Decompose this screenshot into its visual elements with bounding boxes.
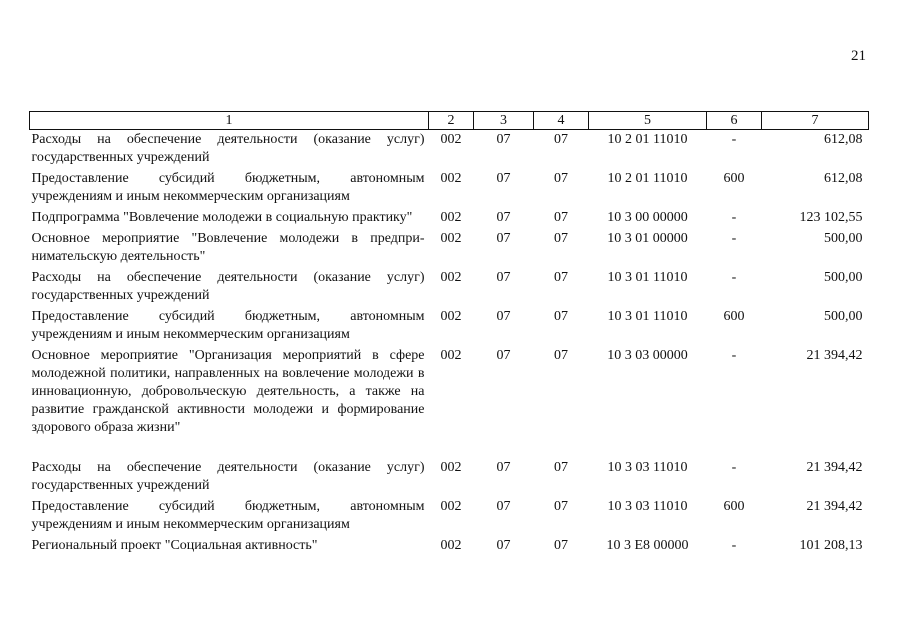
row-expense-type: - bbox=[731, 132, 737, 147]
row-expense-type: 600 bbox=[723, 309, 745, 324]
row-expense-type: - bbox=[731, 231, 737, 246]
row-name: Расходы на обеспечение деятельности (оказание услуг) государственных учреждений bbox=[31, 460, 425, 493]
table-row bbox=[30, 307, 869, 346]
row-expense-type: - bbox=[731, 270, 737, 285]
header-col-2: 2 bbox=[429, 112, 474, 130]
header-col-6: 6 bbox=[707, 112, 762, 130]
row-target-article: 10 3 E8 00000 bbox=[606, 538, 689, 553]
row-section: 07 bbox=[496, 348, 511, 363]
row-subsection: 07 bbox=[554, 231, 568, 246]
row-expense-type: 600 bbox=[723, 171, 745, 186]
row-amount: 21 394,42 bbox=[806, 499, 863, 514]
header-col-4: 4 bbox=[534, 112, 589, 130]
row-section: 07 bbox=[496, 538, 511, 553]
row-name: Основное мероприятие "Организация мероприятий в сфере молодежной политики, направленных на вовлечение молодежи в инновационную, добровольческую деятельность, а также на развитие гражданской активности молодежи и формирование здорового образа жизни" bbox=[31, 348, 425, 435]
row-ministry-code: 002 bbox=[440, 460, 462, 475]
row-ministry-code: 002 bbox=[440, 348, 462, 363]
table-row bbox=[30, 169, 869, 208]
row-expense-type: - bbox=[731, 538, 737, 553]
table-row bbox=[30, 346, 869, 439]
row-subsection: 07 bbox=[554, 270, 568, 285]
table-row bbox=[30, 130, 869, 170]
row-expense-type: - bbox=[731, 460, 737, 475]
row-subsection: 07 bbox=[554, 538, 568, 553]
row-ministry-code: 002 bbox=[440, 132, 462, 147]
row-amount: 500,00 bbox=[824, 309, 863, 324]
row-section: 07 bbox=[496, 309, 511, 324]
row-amount: 612,08 bbox=[824, 132, 863, 147]
table-row bbox=[30, 208, 869, 229]
row-ministry-code: 002 bbox=[440, 538, 462, 553]
table-row bbox=[30, 268, 869, 307]
table-row bbox=[30, 497, 869, 536]
page-number: 21 bbox=[851, 48, 866, 64]
table-row bbox=[30, 229, 869, 268]
header-col-1: 1 bbox=[30, 112, 429, 130]
row-subsection: 07 bbox=[554, 132, 568, 147]
row-target-article: 10 2 01 11010 bbox=[607, 171, 688, 186]
row-subsection: 07 bbox=[554, 460, 568, 475]
row-target-article: 10 3 03 11010 bbox=[607, 499, 688, 514]
row-target-article: 10 3 00 00000 bbox=[607, 210, 688, 225]
row-name: Предоставление субсидий бюджетным, автономным учреждениям и иным некоммерческим организациям bbox=[31, 499, 425, 532]
header-col-7: 7 bbox=[762, 112, 869, 130]
row-expense-type: 600 bbox=[723, 499, 745, 514]
row-name: Основное мероприятие "Вовлечение молодежи в предпри-нимательскую деятельность" bbox=[31, 231, 425, 264]
row-ministry-code: 002 bbox=[440, 231, 462, 246]
row-section: 07 bbox=[496, 460, 511, 475]
row-name: Расходы на обеспечение деятельности (оказание услуг) государственных учреждений bbox=[31, 270, 425, 303]
row-section: 07 bbox=[496, 210, 511, 225]
row-ministry-code: 002 bbox=[440, 171, 462, 186]
table-row bbox=[30, 458, 869, 497]
spacer-row bbox=[30, 439, 869, 458]
row-amount: 123 102,55 bbox=[799, 210, 863, 225]
row-amount: 21 394,42 bbox=[806, 460, 863, 475]
row-target-article: 10 3 03 11010 bbox=[607, 460, 688, 475]
budget-table bbox=[29, 111, 869, 557]
row-target-article: 10 3 03 00000 bbox=[607, 348, 688, 363]
row-section: 07 bbox=[496, 132, 511, 147]
row-expense-type: - bbox=[731, 210, 737, 225]
row-target-article: 10 3 01 11010 bbox=[607, 309, 688, 324]
row-amount: 500,00 bbox=[824, 270, 863, 285]
row-amount: 21 394,42 bbox=[806, 348, 863, 363]
row-section: 07 bbox=[496, 499, 511, 514]
row-subsection: 07 bbox=[554, 499, 568, 514]
row-ministry-code: 002 bbox=[440, 309, 462, 324]
row-amount: 500,00 bbox=[824, 231, 863, 246]
row-subsection: 07 bbox=[554, 348, 568, 363]
row-expense-type: - bbox=[731, 348, 737, 363]
row-amount: 612,08 bbox=[824, 171, 863, 186]
row-section: 07 bbox=[496, 171, 511, 186]
row-ministry-code: 002 bbox=[440, 210, 462, 225]
row-name: Подпрограмма "Вовлечение молодежи в социальную практику" bbox=[31, 210, 413, 225]
row-target-article: 10 2 01 11010 bbox=[607, 132, 688, 147]
row-section: 07 bbox=[496, 231, 511, 246]
row-target-article: 10 3 01 00000 bbox=[607, 231, 688, 246]
row-amount: 101 208,13 bbox=[799, 538, 863, 553]
row-target-article: 10 3 01 11010 bbox=[607, 270, 688, 285]
row-subsection: 07 bbox=[554, 309, 568, 324]
table-row bbox=[30, 536, 869, 557]
row-subsection: 07 bbox=[554, 210, 568, 225]
row-name: Региональный проект "Социальная активность" bbox=[31, 538, 318, 553]
row-name: Предоставление субсидий бюджетным, автономным учреждениям и иным некоммерческим организациям bbox=[31, 309, 425, 342]
header-col-3: 3 bbox=[474, 112, 534, 130]
row-section: 07 bbox=[496, 270, 511, 285]
row-subsection: 07 bbox=[554, 171, 568, 186]
table-header bbox=[30, 112, 869, 130]
row-name: Предоставление субсидий бюджетным, автономным учреждениям и иным некоммерческим организациям bbox=[31, 171, 425, 204]
row-ministry-code: 002 bbox=[440, 499, 462, 514]
header-col-5: 5 bbox=[589, 112, 707, 130]
row-ministry-code: 002 bbox=[440, 270, 462, 285]
row-name: Расходы на обеспечение деятельности (оказание услуг) государственных учреждений bbox=[31, 132, 425, 165]
